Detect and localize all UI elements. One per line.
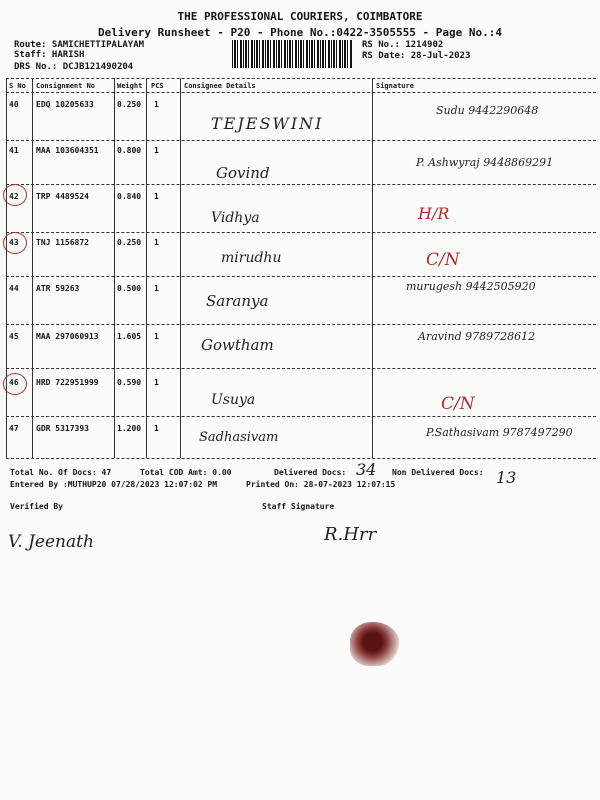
total-cod: Total COD Amt: 0.00 — [140, 468, 232, 477]
cell-sno: 46 — [9, 378, 19, 387]
table-top-rule — [6, 78, 596, 79]
route-label: Route: SAMICHETTIPALAYAM — [14, 40, 145, 50]
circled-row-42 — [3, 184, 27, 206]
col-header-pcs: PCS — [151, 82, 164, 90]
consignee-name: Gowtham — [201, 336, 274, 354]
cell-consignment: ATR 59263 — [36, 284, 80, 293]
staff-label: Staff: HARISH — [14, 50, 85, 60]
consignee-name: TEJESWINI — [211, 114, 324, 133]
cell-weight: 0.800 — [117, 146, 142, 155]
staff-signature-label: Staff Signature — [262, 502, 335, 511]
receiver-signature: Aravind 9789728612 — [418, 330, 536, 343]
cell-weight: 1.605 — [117, 332, 142, 341]
barcode — [232, 40, 352, 68]
consignee-name: Sadhasivam — [199, 430, 279, 445]
cell-pcs: 1 — [154, 192, 159, 201]
printed-on: Printed On: 28-07-2023 12:07:15 — [246, 480, 396, 489]
cell-pcs: 1 — [154, 284, 159, 293]
cell-weight: 1.200 — [117, 424, 142, 433]
cell-consignment: GDR 5317393 — [36, 424, 89, 433]
ink-stain — [350, 622, 400, 666]
col-divider — [372, 78, 373, 458]
verifier-signature: V. Jeenath — [8, 532, 94, 552]
circled-row-43 — [3, 232, 27, 254]
rs-number: RS No.: 1214902 — [362, 40, 444, 50]
col-header-signature: Signature — [376, 82, 414, 90]
row-rule — [6, 140, 596, 141]
cell-sno: 45 — [9, 332, 19, 341]
drs-number: DRS No.: DCJB121490204 — [14, 62, 134, 72]
cell-sno: 43 — [9, 238, 19, 247]
runsheet-subtitle: Delivery Runsheet - P20 - Phone No.:0422-3505555 - Page No.:4 — [98, 26, 502, 39]
cell-weight: 0.840 — [117, 192, 142, 201]
cell-weight: 0.590 — [117, 378, 142, 387]
col-header-sno: S No — [9, 82, 26, 90]
remark-hold: H/R — [418, 204, 450, 223]
consignee-name: Govind — [216, 164, 270, 182]
col-divider — [146, 78, 147, 458]
receiver-signature: P. Ashwyraj 9448869291 — [416, 156, 554, 169]
cell-sno: 47 — [9, 424, 19, 433]
cell-pcs: 1 — [154, 100, 159, 109]
receiver-signature: Sudu 9442290648 — [436, 104, 539, 117]
row-rule — [6, 368, 596, 369]
cell-sno: 44 — [9, 284, 19, 293]
consignee-name: Usuya — [211, 392, 256, 408]
col-divider — [32, 78, 33, 458]
total-docs: Total No. Of Docs: 47 — [10, 468, 112, 477]
row-rule — [6, 276, 596, 277]
table-header-rule — [6, 92, 596, 93]
entered-by: Entered By :MUTHUP20 07/28/2023 12:07:02 PM — [10, 480, 218, 489]
cell-consignment: TRP 4489524 — [36, 192, 89, 201]
consignee-name: Vidhya — [211, 210, 260, 226]
col-header-weight: Weight — [117, 82, 143, 90]
cell-pcs: 1 — [154, 238, 159, 247]
delivered-count: 34 — [356, 460, 377, 479]
receiver-signature: murugesh 9442505920 — [406, 280, 536, 293]
verified-by-label: Verified By — [10, 502, 63, 511]
cell-sno: 40 — [9, 100, 19, 109]
runsheet-table — [6, 78, 596, 458]
row-rule — [6, 458, 596, 459]
non-delivered-docs: Non Delivered Docs: — [392, 468, 484, 477]
row-rule — [6, 232, 596, 233]
row-rule — [6, 324, 596, 325]
cell-consignment: MAA 103604351 — [36, 146, 99, 155]
row-rule — [6, 184, 596, 185]
consignee-name: mirudhu — [221, 250, 282, 266]
cell-weight: 0.250 — [117, 100, 142, 109]
receiver-signature: P.Sathasivam 9787497290 — [426, 426, 573, 439]
cell-pcs: 1 — [154, 146, 159, 155]
remark-cn: C/N — [441, 394, 475, 414]
col-header-consignee: Consignee Details — [184, 82, 256, 90]
row-rule — [6, 416, 596, 417]
cell-pcs: 1 — [154, 424, 159, 433]
rs-date: RS Date: 28-Jul-2023 — [362, 51, 471, 61]
cell-sno: 41 — [9, 146, 19, 155]
cell-consignment: TNJ 1156872 — [36, 238, 89, 247]
non-delivered-count: 13 — [496, 468, 517, 487]
cell-sno: 42 — [9, 192, 19, 201]
circled-row-46 — [3, 373, 27, 395]
cell-consignment: MAA 297060913 — [36, 332, 99, 341]
cell-pcs: 1 — [154, 378, 159, 387]
staff-signature: R.Hrr — [324, 524, 377, 545]
col-divider — [114, 78, 115, 458]
cell-pcs: 1 — [154, 332, 159, 341]
table-border-left — [6, 78, 7, 458]
col-header-consignment: Consignment No — [36, 82, 96, 90]
cell-weight: 0.250 — [117, 238, 142, 247]
company-title: THE PROFESSIONAL COURIERS, COIMBATORE — [177, 10, 423, 23]
remark-cn: C/N — [426, 250, 460, 270]
consignee-name: Saranya — [206, 292, 269, 310]
cell-consignment: HRD 722951999 — [36, 378, 99, 387]
cell-consignment: EDQ 10205633 — [36, 100, 94, 109]
delivered-docs: Delivered Docs: — [274, 468, 347, 477]
col-divider — [180, 78, 181, 458]
cell-weight: 0.500 — [117, 284, 142, 293]
